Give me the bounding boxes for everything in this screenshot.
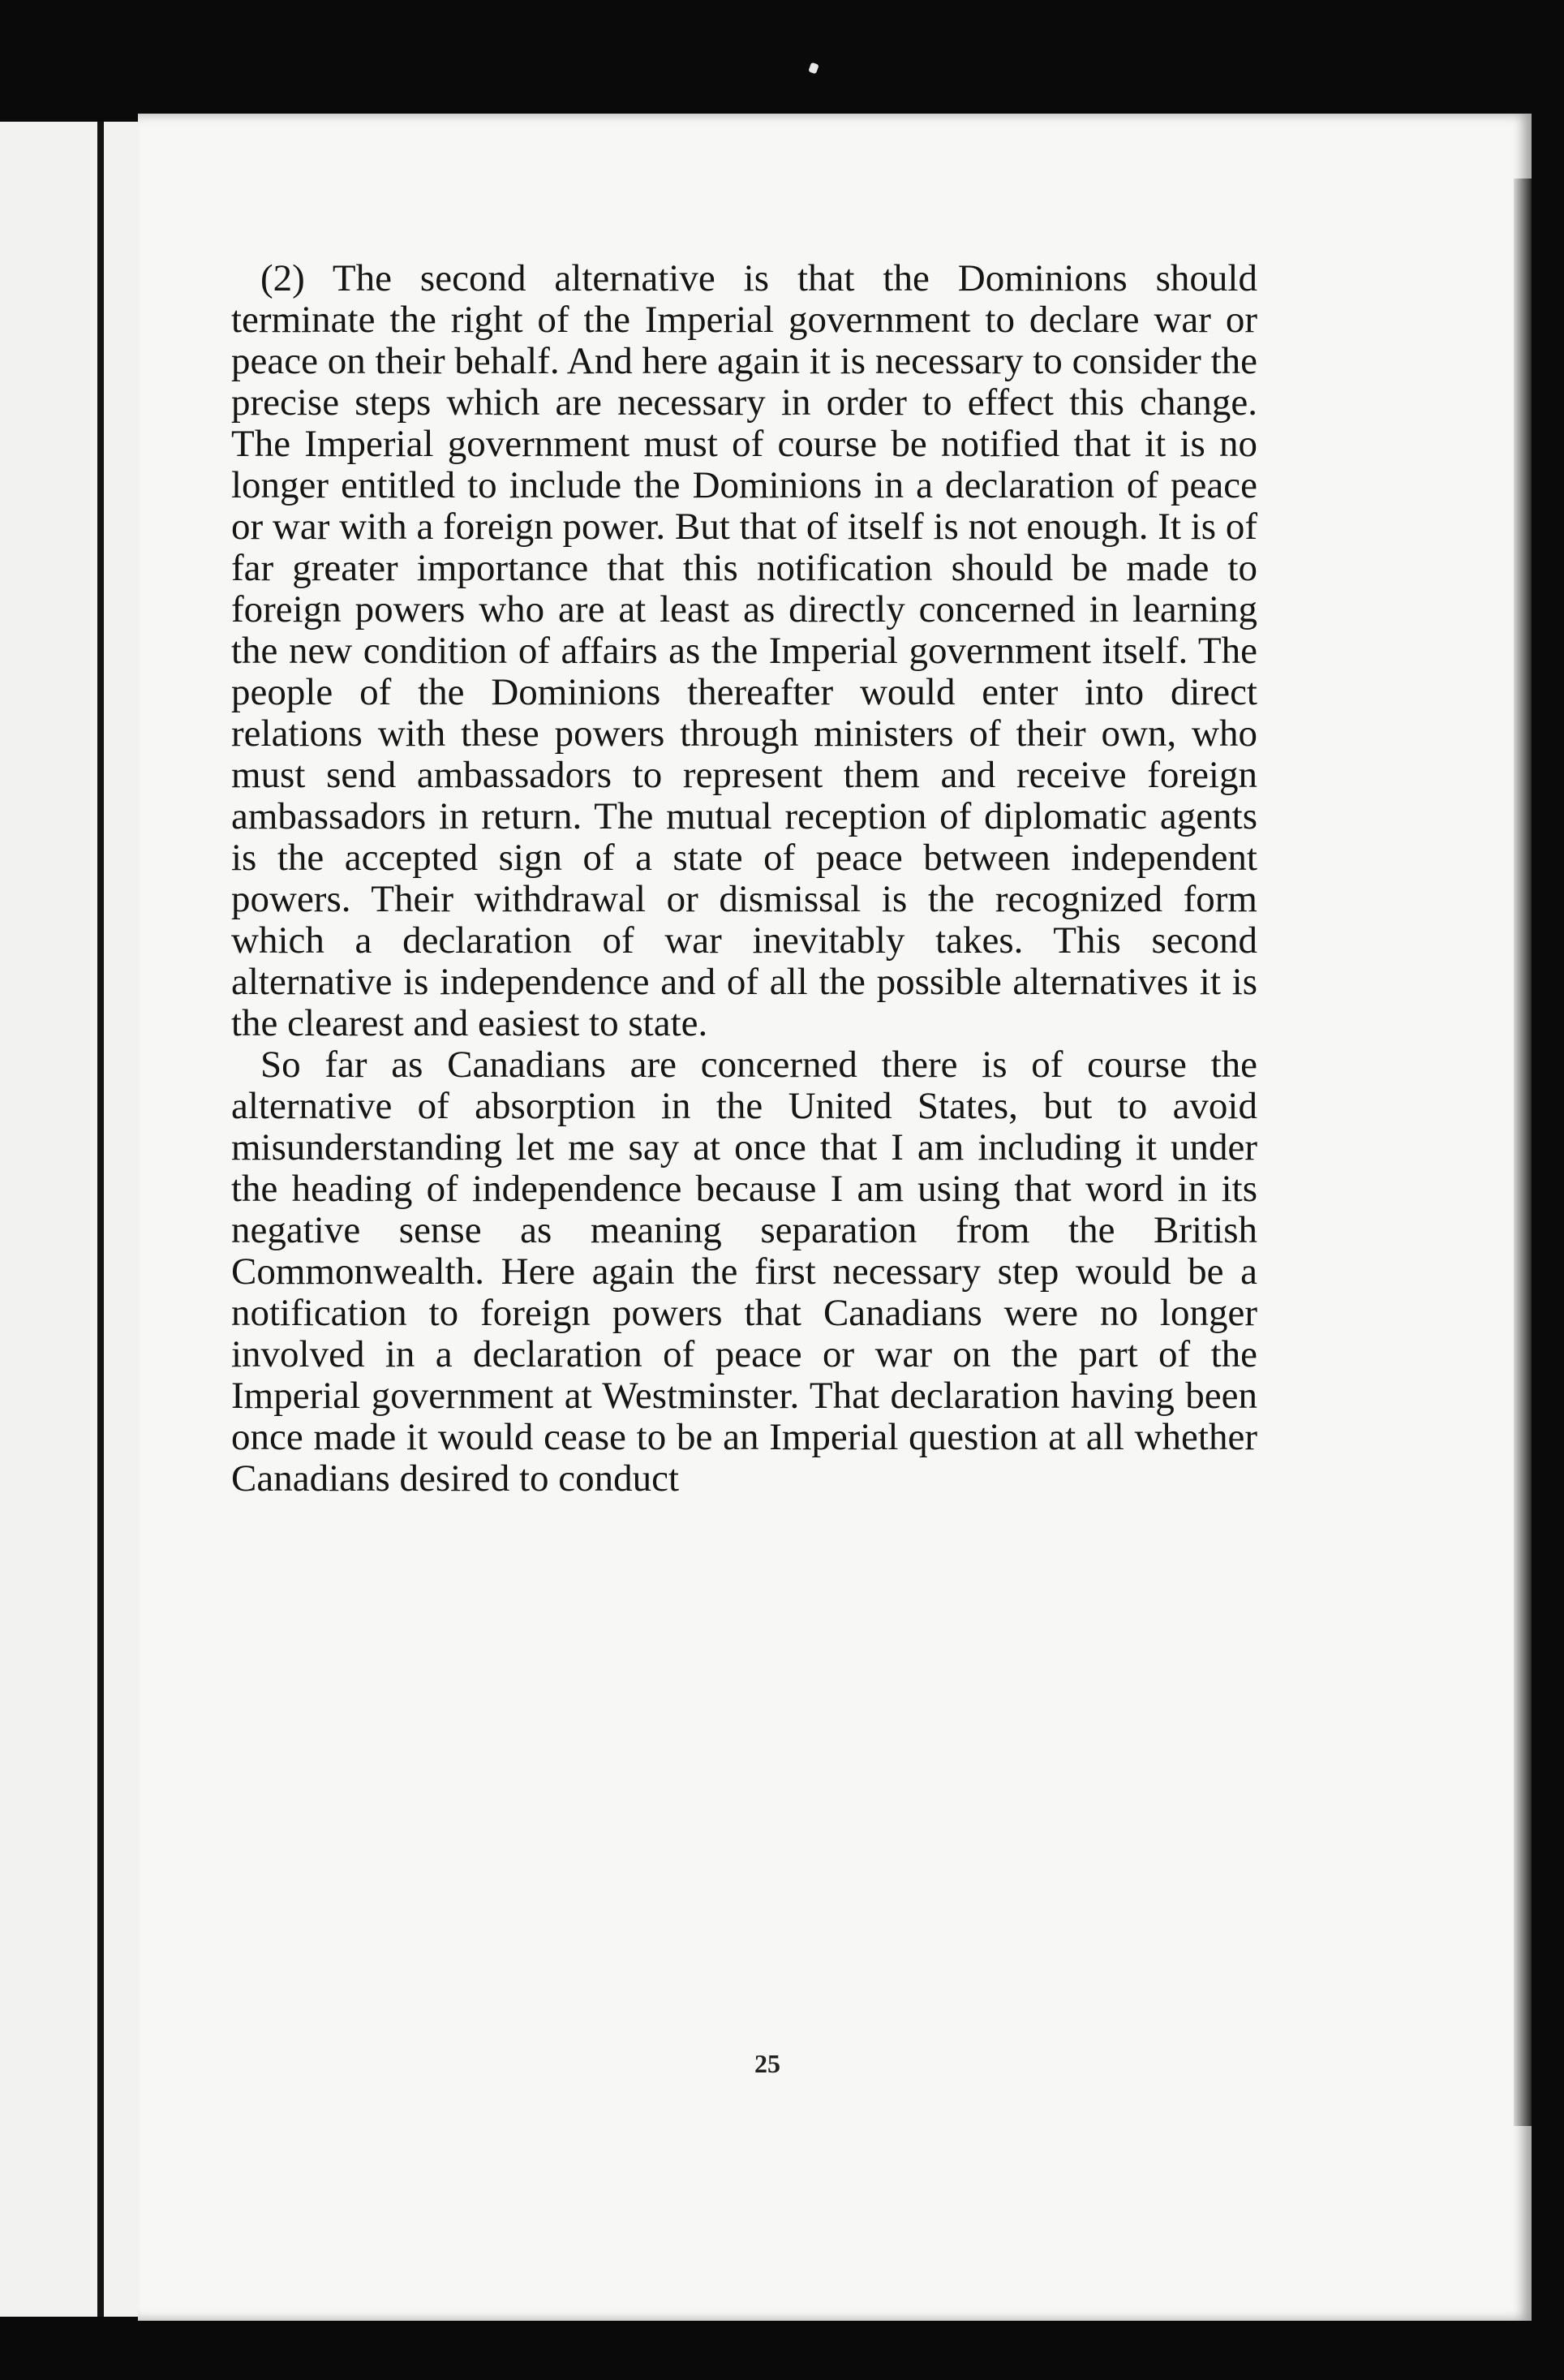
facing-page-edge xyxy=(0,122,138,2317)
paragraph-absorption: So far as Canadians are concerned there is of course the alternative of absorption in the United States, but to avoid misunderstanding let me say at once that I am including it under the heading of independence because I am using that word in its negative sense as meaning separation from the British Commonwealth. Here again the first necessary step would be a notification to foreign powers that Canadians were no longer involved in a declaration of peace or war on the part of the Imperial government at Westminster. That declaration having been once made it would cease to be an Imperial question at all whether Canadians desired to conduct xyxy=(231,1044,1257,1500)
page-number: 25 xyxy=(754,2049,780,2078)
paragraph-second-alternative: (2) The second alternative is that the Dominions should terminate the right of the Imperial government to declare war or peace on their behalf. And here again it is necessary to consider the precise steps which are necessary in order to effect this change. The Imperial government must of course be notified that it is no longer entitled to include the Dominions in a declaration of peace or war with a foreign power. But that of itself is not enough. It is of far greater importance that this notification should be made to foreign powers who are at least as directly concerned in learning the new condition of affairs as the Imperial government itself. The people of the Dominions thereafter would enter into direct relations with these powers through ministers of their own, who must send ambassadors to represent them and receive foreign ambassadors in return. The mutual reception of diplomatic agents is the accepted sign of a state of peace between independent powers. Their withdrawal or dismissal is the recognized form which a declaration of war inevitably takes. This second alternative is independence and of all the possible alternatives it is the clearest and easiest to state. xyxy=(231,257,1257,1044)
page-edge-shadow xyxy=(1514,179,1532,2126)
book-gutter-line xyxy=(97,122,104,2317)
body-text xyxy=(231,258,1257,1500)
